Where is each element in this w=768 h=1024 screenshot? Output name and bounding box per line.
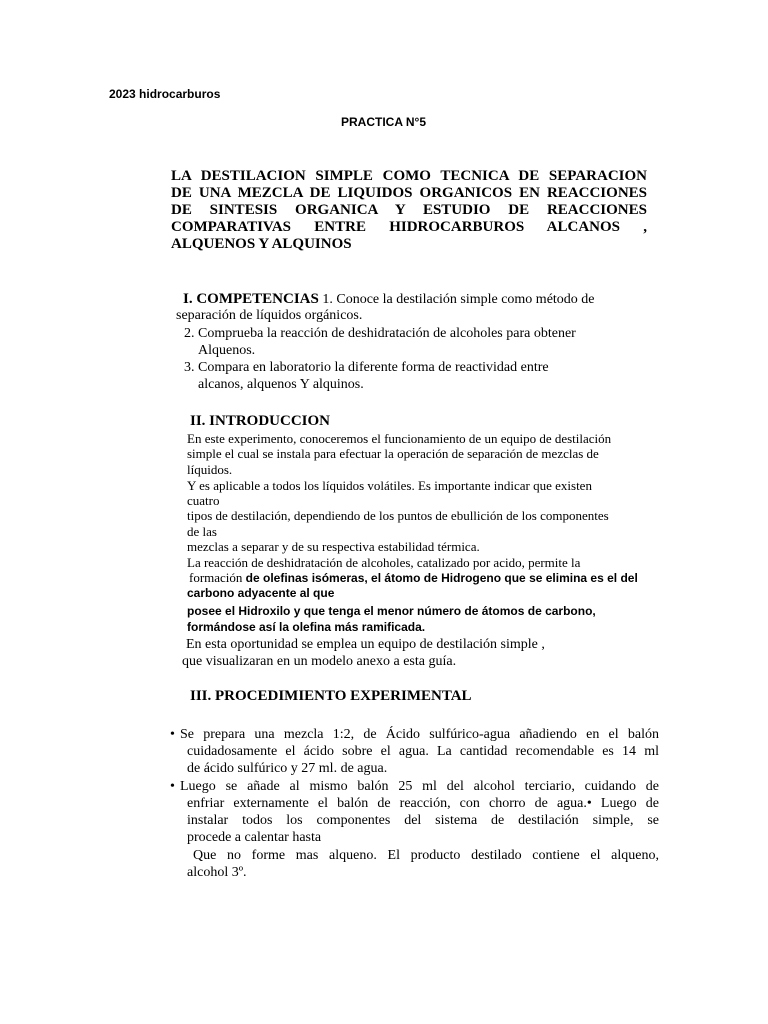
step-line: Que no forme mas alqueno. El producto destilado contiene el alqueno, [193,848,659,863]
bullet-icon: • [170,779,175,794]
intro-line: mezclas a separar y de su respectiva estabilidad térmica. [187,539,480,554]
competencia-1-cont: separación de líquidos orgánicos. [176,308,363,323]
intro-formacion-line [189,570,638,586]
intro-bold-text: carbono adyacente al que [187,586,335,600]
step-line: Se prepara una mezcla 1:2, de Ácido sulfúrico-agua añadiendo en el balón [180,727,659,742]
intro-line: tipos de destilación, dependiendo de los puntos de ebullición de los componentes [187,508,609,523]
title-line: COMPARATIVAS ENTRE HIDROCARBUROS ALCANOS , [171,219,647,235]
competencia-3-cont: alcanos, alquenos Y alquinos. [198,377,364,392]
step-line: Luego se añade al mismo balón 25 ml del alcohol terciario, cuidando de [180,779,659,794]
intro-line: En esta oportunidad se emplea un equipo de destilación simple , [186,637,545,652]
step-line: enfriar externamente el balón de reacción, con chorro de agua.• Luego de [187,796,659,811]
intro-bold-text: posee el Hidroxilo y que tenga el menor número de átomos de carbono, [187,604,596,618]
competencias-heading: I. COMPETENCIAS [183,291,319,307]
title-line: DE UNA MEZCLA DE LIQUIDOS ORGANICOS EN REACCIONES [171,185,647,201]
step-line: instalar todos los componentes del sistema de destilación simple, se [187,813,659,828]
title-line: LA DESTILACION SIMPLE COMO TECNICA DE SEPARACION [171,168,647,184]
competencia-3: 3. Compara en laboratorio la diferente forma de reactividad entre [184,360,549,375]
practice-number: PRACTICA N°5 [341,115,427,129]
intro-bold-text: formándose así la olefina más ramificada. [187,620,426,634]
competencia-2-cont: Alquenos. [198,343,256,358]
intro-line: simple el cual se instala para efectuar la operación de separación de mezclas de [187,446,599,461]
intro-line: cuatro [187,493,220,508]
intro-line: La reacción de deshidratación de alcoholes, catalizado por acido, permite la [187,555,581,570]
bullet-icon: • [170,727,175,742]
competencia-2: 2. Comprueba la reacción de deshidratación de alcoholes para obtener [184,326,576,341]
intro-formacion: formación [189,570,246,585]
procedimiento-heading: III. PROCEDIMIENTO EXPERIMENTAL [190,688,472,704]
competencia-1: 1. Conoce la destilación simple como método de [318,292,595,307]
introduccion-heading: II. INTRODUCCION [190,413,331,429]
intro-line: que visualizaran en un modelo anexo a esta guía. [182,654,457,669]
document-tag: 2023 hidrocarburos [109,87,221,101]
intro-line: En este experimento, conoceremos el funcionamiento de un equipo de destilación [187,431,612,446]
step-line: procede a calentar hasta [187,830,322,845]
step-line: cuidadosamente el ácido sobre el agua. La cantidad recomendable es 14 ml [187,744,659,759]
intro-line: líquidos. [187,462,233,477]
step-line: alcohol 3º. [187,865,247,880]
title-line: DE SINTESIS ORGANICA Y ESTUDIO DE REACCIONES [171,202,647,218]
intro-bold-text: de olefinas isómeras, el átomo de Hidrogeno que se elimina es el del [245,571,638,585]
intro-line: de las [187,524,217,539]
intro-line: Y es aplicable a todos los líquidos volátiles. Es importante indicar que existen [187,478,592,493]
title-line: ALQUENOS Y ALQUINOS [171,236,352,252]
competencias-first-line [183,291,659,308]
step-line: de ácido sulfúrico y 27 ml. de agua. [187,761,388,776]
